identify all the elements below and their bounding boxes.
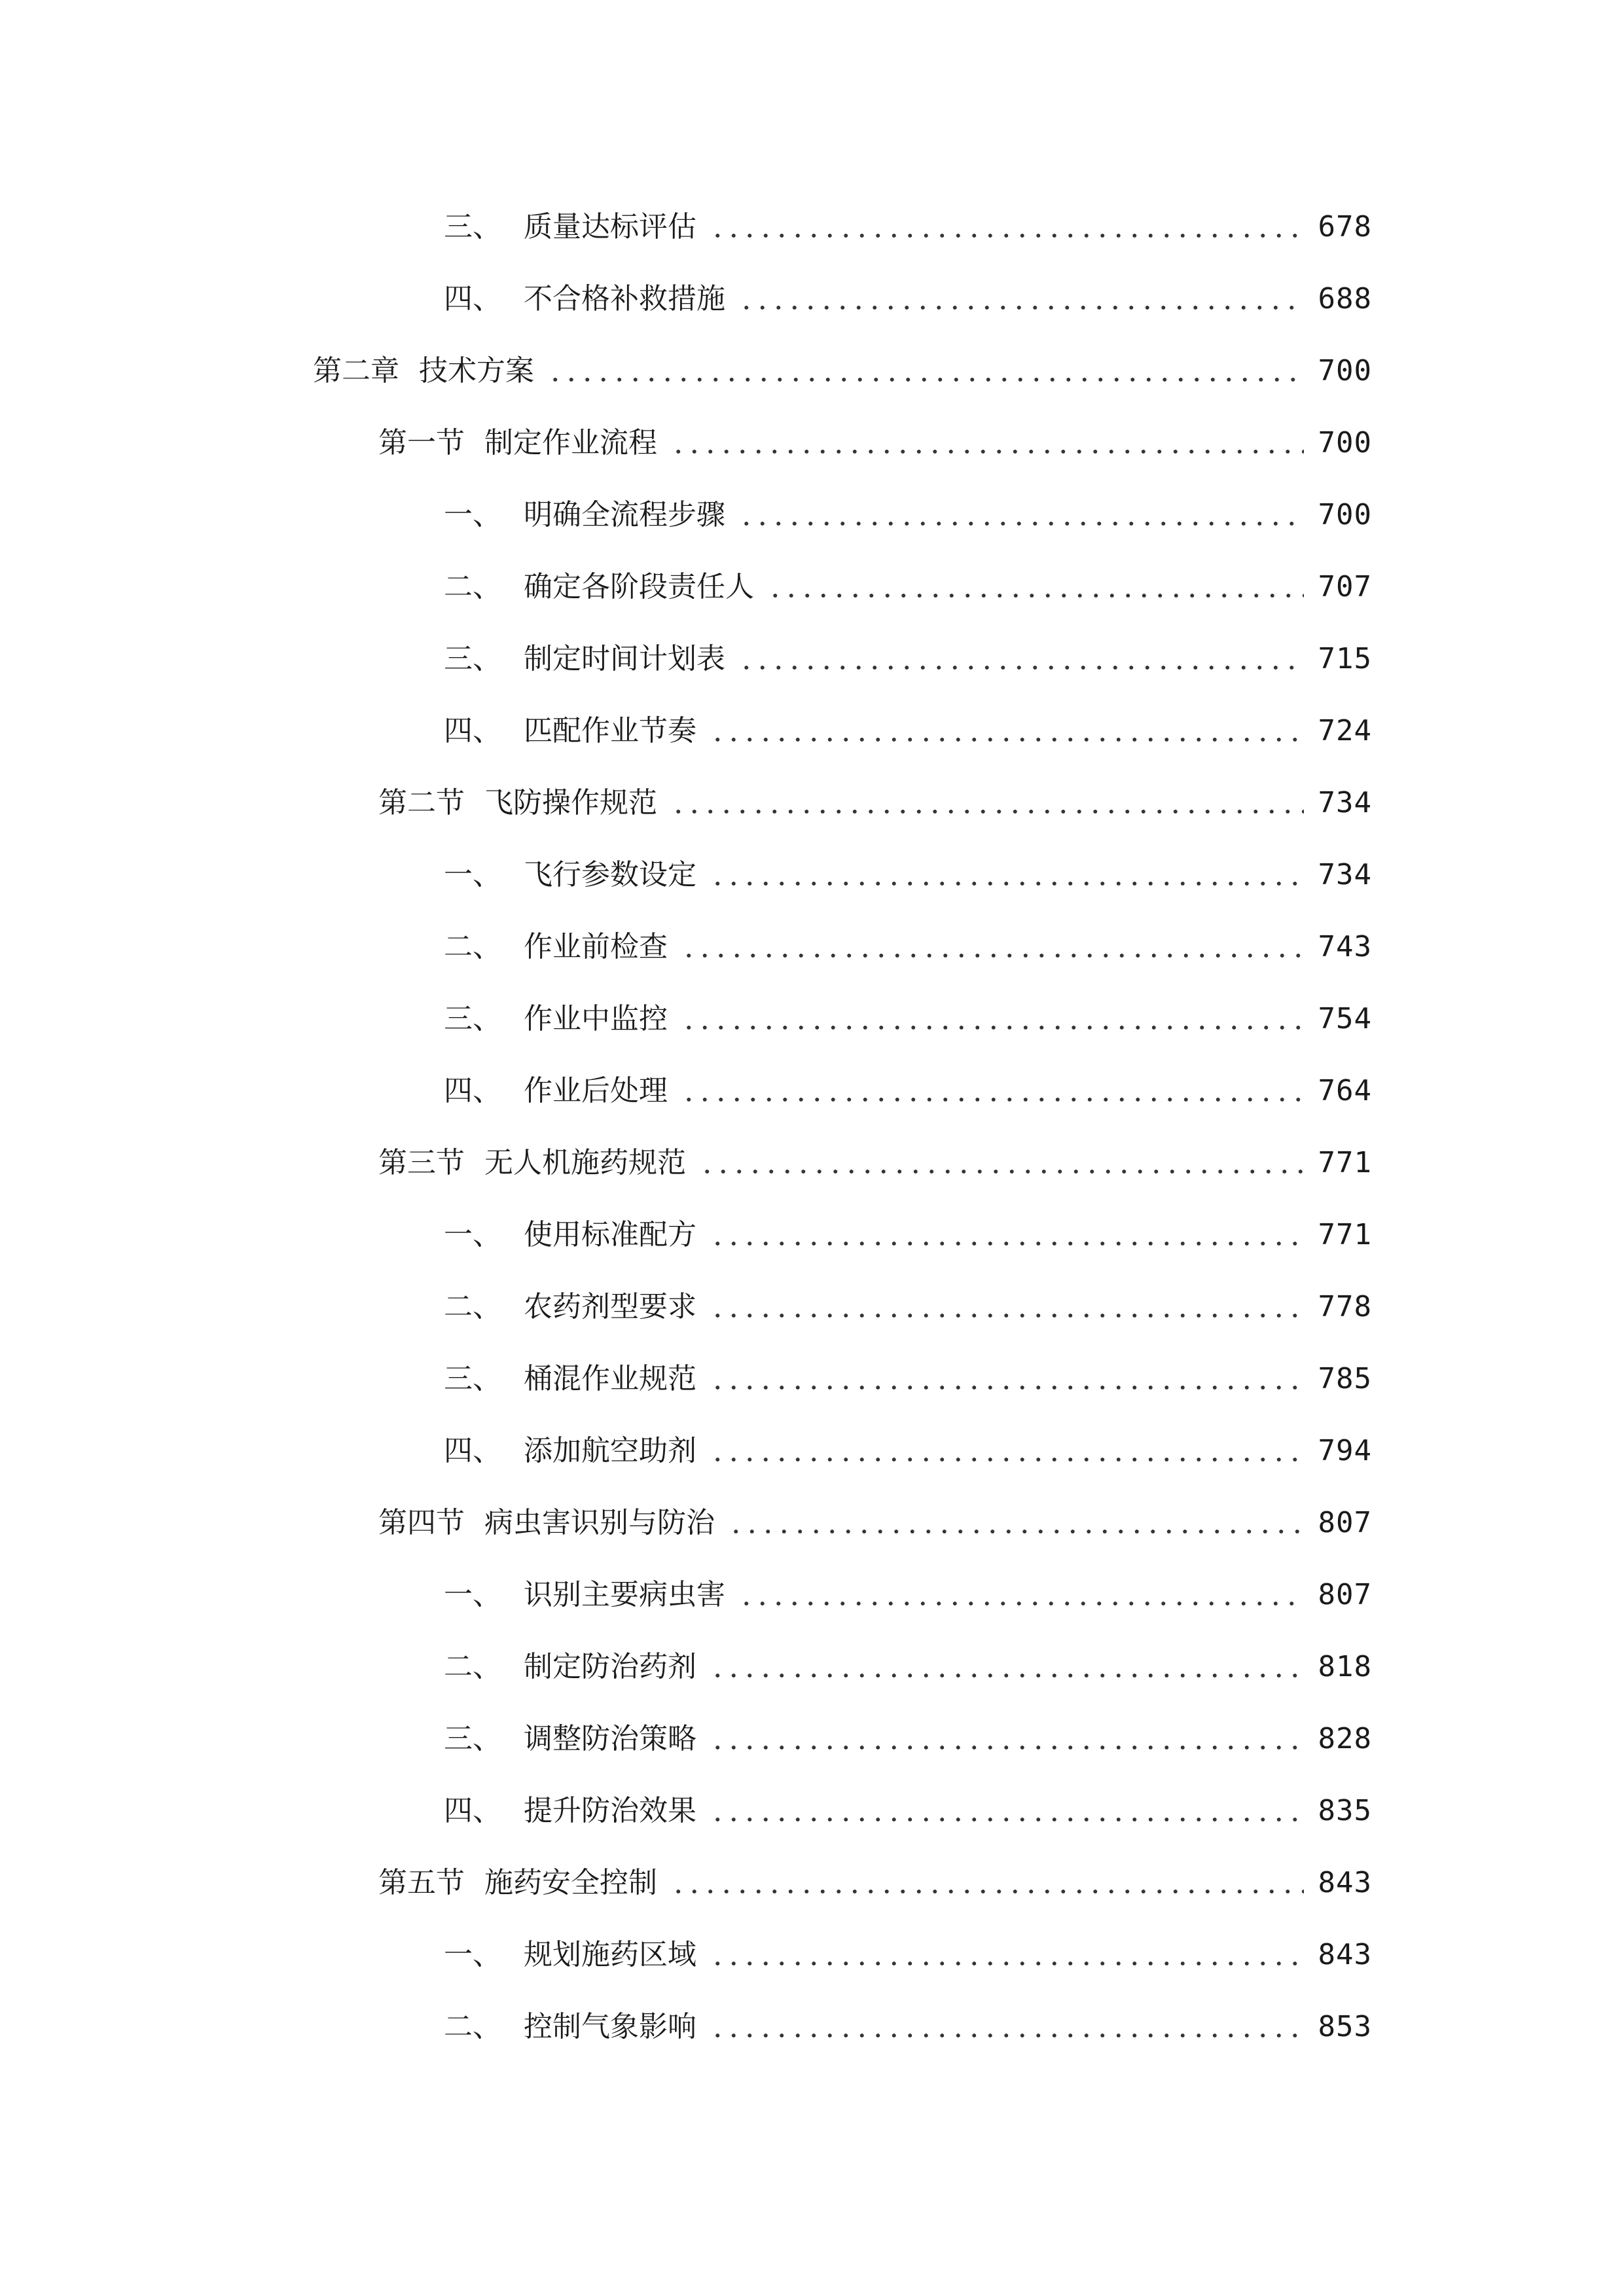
entry-number: 四、 — [444, 1434, 501, 1467]
entry-title: 技术方案 — [419, 354, 534, 387]
entry-title: 识别主要病虫害 — [524, 1578, 725, 1611]
entry-title: 确定各阶段责任人 — [524, 570, 754, 603]
entry-title: 明确全流程步骤 — [524, 498, 725, 531]
dot-leader — [710, 1242, 1304, 1246]
entry-number: 三、 — [444, 642, 501, 675]
entry-number: 一、 — [444, 1218, 501, 1251]
entry-title: 制定防治药剂 — [524, 1650, 696, 1683]
entry-page-number: 771 — [1318, 1146, 1372, 1179]
entry-number: 一、 — [444, 498, 501, 531]
entry-page-number: 764 — [1318, 1074, 1372, 1107]
entry-title: 桶混作业规范 — [524, 1362, 696, 1395]
entry-number: 三、 — [444, 1722, 501, 1755]
entry-page-number: 843 — [1318, 1866, 1372, 1899]
entry-title: 调整防治策略 — [524, 1722, 696, 1755]
toc-entry[interactable] — [444, 1428, 1372, 1474]
entry-number: 第二章 — [313, 354, 399, 387]
dot-leader — [767, 594, 1304, 598]
entry-title: 规划施药区域 — [524, 1938, 696, 1971]
toc-entry-section[interactable] — [378, 1140, 1372, 1186]
entry-page-number: 807 — [1318, 1506, 1372, 1539]
dot-leader — [738, 666, 1304, 670]
entry-page-number: 724 — [1318, 714, 1372, 747]
toc-entry[interactable] — [444, 276, 1372, 322]
entry-title: 作业中监控 — [524, 1002, 668, 1035]
entry-page-number: 771 — [1318, 1218, 1372, 1251]
toc-entry[interactable] — [444, 1212, 1372, 1258]
entry-page-number: 785 — [1318, 1362, 1372, 1395]
entry-title: 添加航空助剂 — [524, 1434, 696, 1467]
entry-number: 四、 — [444, 714, 501, 747]
dot-leader — [710, 1818, 1304, 1821]
entry-number: 三、 — [444, 1002, 501, 1035]
toc-entry[interactable] — [444, 1644, 1372, 1690]
entry-title: 作业前检查 — [524, 930, 668, 963]
dot-leader — [670, 450, 1304, 454]
entry-page-number: 678 — [1318, 210, 1372, 243]
toc-entry-section[interactable] — [378, 420, 1372, 466]
entry-page-number: 734 — [1318, 858, 1372, 891]
dot-leader — [710, 738, 1304, 742]
dot-leader — [681, 1026, 1304, 1030]
toc-entry-section[interactable] — [378, 780, 1372, 826]
entry-page-number: 807 — [1318, 1578, 1372, 1611]
dot-leader — [738, 306, 1304, 310]
toc-entry-chapter[interactable] — [313, 348, 1372, 394]
dot-leader — [710, 1386, 1304, 1390]
toc-entry[interactable] — [444, 636, 1372, 682]
dot-leader — [728, 1530, 1304, 1534]
dot-leader — [710, 1314, 1304, 1318]
entry-number: 四、 — [444, 282, 501, 315]
entry-page-number: 743 — [1318, 930, 1372, 963]
toc-entry[interactable] — [444, 1716, 1372, 1762]
dot-leader — [681, 1098, 1304, 1102]
entry-title: 制定作业流程 — [484, 426, 657, 459]
toc-entry[interactable] — [444, 996, 1372, 1042]
dot-leader — [681, 954, 1304, 958]
entry-number: 第一节 — [378, 426, 465, 459]
toc-entry[interactable] — [444, 1788, 1372, 1834]
entry-title: 作业后处理 — [524, 1074, 668, 1107]
toc-entry[interactable] — [444, 708, 1372, 754]
toc-entry[interactable] — [444, 1572, 1372, 1618]
dot-leader — [699, 1170, 1304, 1174]
entry-number: 二、 — [444, 1650, 501, 1683]
entry-title: 匹配作业节奏 — [524, 714, 696, 747]
entry-title: 不合格补救措施 — [524, 282, 725, 315]
entry-number: 第五节 — [378, 1866, 465, 1899]
entry-title: 无人机施药规范 — [484, 1146, 686, 1179]
toc-entry[interactable] — [444, 204, 1372, 250]
dot-leader — [710, 234, 1304, 238]
entry-number: 二、 — [444, 2010, 501, 2043]
entry-page-number: 700 — [1318, 426, 1372, 459]
dot-leader — [738, 1602, 1304, 1605]
entry-title: 病虫害识别与防治 — [484, 1506, 715, 1539]
toc-entry[interactable] — [444, 852, 1372, 898]
entry-number: 三、 — [444, 210, 501, 243]
toc-entry[interactable] — [444, 1068, 1372, 1114]
toc-entry[interactable] — [444, 2004, 1372, 2050]
entry-page-number: 707 — [1318, 570, 1372, 603]
entry-page-number: 700 — [1318, 498, 1372, 531]
entry-page-number: 778 — [1318, 1290, 1372, 1323]
entry-title: 施药安全控制 — [484, 1866, 657, 1899]
entry-title: 提升防治效果 — [524, 1794, 696, 1827]
entry-number: 一、 — [444, 1938, 501, 1971]
entry-number: 二、 — [444, 930, 501, 963]
entry-title: 农药剂型要求 — [524, 1290, 696, 1323]
entry-page-number: 828 — [1318, 1722, 1372, 1755]
entry-number: 第三节 — [378, 1146, 465, 1179]
entry-title: 控制气象影响 — [524, 2010, 696, 2043]
toc-entry[interactable] — [444, 1356, 1372, 1402]
dot-leader — [738, 522, 1304, 526]
entry-title: 使用标准配方 — [524, 1218, 696, 1251]
toc-entry-section[interactable] — [378, 1860, 1372, 1906]
entry-page-number: 754 — [1318, 1002, 1372, 1035]
dot-leader — [710, 2034, 1304, 2037]
entry-page-number: 715 — [1318, 642, 1372, 675]
dot-leader — [710, 1458, 1304, 1462]
toc-entry-section[interactable] — [378, 1500, 1372, 1546]
dot-leader — [710, 882, 1304, 886]
entry-page-number: 843 — [1318, 1938, 1372, 1971]
toc-entry[interactable] — [444, 1284, 1372, 1330]
entry-number: 二、 — [444, 570, 501, 603]
toc-entry[interactable] — [444, 924, 1372, 970]
entry-page-number: 794 — [1318, 1434, 1372, 1467]
entry-page-number: 734 — [1318, 786, 1372, 819]
entry-number: 一、 — [444, 858, 501, 891]
dot-leader — [547, 378, 1304, 382]
entry-page-number: 688 — [1318, 282, 1372, 315]
entry-number: 一、 — [444, 1578, 501, 1611]
entry-title: 飞防操作规范 — [484, 786, 657, 819]
toc-entry[interactable] — [444, 1932, 1372, 1978]
entry-title: 制定时间计划表 — [524, 642, 725, 675]
dot-leader — [710, 1674, 1304, 1677]
dot-leader — [710, 1962, 1304, 1965]
toc-entry[interactable] — [444, 564, 1372, 610]
entry-number: 二、 — [444, 1290, 501, 1323]
entry-page-number: 818 — [1318, 1650, 1372, 1683]
entry-number: 第四节 — [378, 1506, 465, 1539]
entry-number: 四、 — [444, 1794, 501, 1827]
dot-leader — [710, 1746, 1304, 1749]
entry-number: 第二节 — [378, 786, 465, 819]
entry-title: 飞行参数设定 — [524, 858, 696, 891]
entry-number: 三、 — [444, 1362, 501, 1395]
entry-number: 四、 — [444, 1074, 501, 1107]
entry-page-number: 835 — [1318, 1794, 1372, 1827]
entry-page-number: 853 — [1318, 2010, 1372, 2043]
dot-leader — [670, 810, 1304, 814]
toc-entry[interactable] — [444, 492, 1372, 538]
dot-leader — [670, 1890, 1304, 1893]
entry-title: 质量达标评估 — [524, 210, 696, 243]
entry-page-number: 700 — [1318, 354, 1372, 387]
